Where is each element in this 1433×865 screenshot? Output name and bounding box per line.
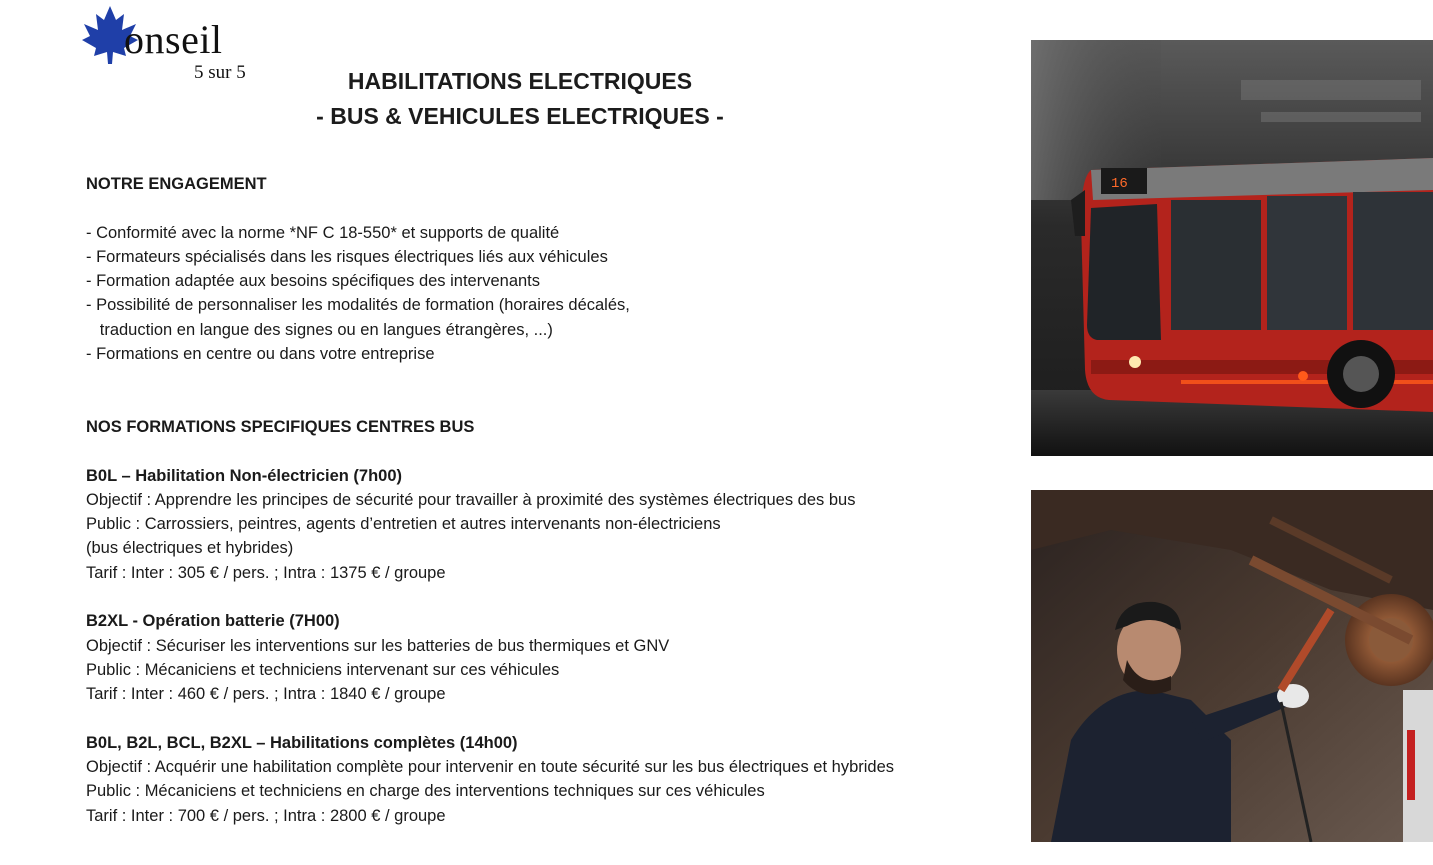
course-line: (bus électriques et hybrides) <box>86 539 294 558</box>
engagement-item: traduction en langue des signes ou en langues étrangères, ...) <box>86 320 553 339</box>
bus-photo <box>1031 40 1433 456</box>
logo <box>80 4 270 84</box>
logo-subtitle: 5 sur 5 <box>194 62 246 83</box>
course-title: B2XL - Opération batterie (7H00) <box>86 612 340 631</box>
engagement-item: - Formation adaptée aux besoins spécifiques des intervenants <box>86 272 541 291</box>
course-line: Objectif : Apprendre les principes de sécurité pour travailler à proximité des systèmes électriques des bus <box>86 490 856 509</box>
formations-heading: NOS FORMATIONS SPECIFIQUES CENTRES BUS <box>86 417 475 436</box>
course-line: Tarif : Inter : 460 € / pers. ; Intra : 1840 € / groupe <box>86 685 446 704</box>
course-line: Public : Mécaniciens et techniciens intervenant sur ces véhicules <box>86 660 560 679</box>
document-body <box>86 172 1021 828</box>
engagement-item: - Formations en centre ou dans votre entreprise <box>86 345 435 364</box>
course-line: Objectif : Sécuriser les interventions sur les batteries de bus thermiques et GNV <box>86 636 670 655</box>
title-line-2: - BUS & VEHICULES ELECTRIQUES - <box>316 103 724 129</box>
course-line: Public : Carrossiers, peintres, agents d’entretien et autres intervenants non-électriciens <box>86 515 721 534</box>
logo-word: onseil <box>124 17 223 62</box>
mechanic-photo <box>1031 490 1433 842</box>
course-line: Objectif : Acquérir une habilitation complète pour intervenir en toute sécurité sur les bus électriques et hybrides <box>86 758 895 777</box>
course-title: B0L, B2L, BCL, B2XL – Habilitations complètes (14h00) <box>86 733 518 752</box>
engagement-heading: NOTRE ENGAGEMENT <box>86 175 267 193</box>
course-line: Tarif : Inter : 305 € / pers. ; Intra : 1375 € / groupe <box>86 563 446 582</box>
engagement-item: - Conformité avec la norme *NF C 18-550* et supports de qualité <box>86 223 560 242</box>
course-line: Tarif : Inter : 700 € / pers. ; Intra : 2800 € / groupe <box>86 806 446 825</box>
course-line: Public : Mécaniciens et techniciens en charge des interventions techniques sur ces véhicules <box>86 782 765 801</box>
page-title <box>250 64 790 134</box>
bus-sign: 16 <box>1111 176 1128 192</box>
title-line-1: HABILITATIONS ELECTRIQUES <box>347 68 693 94</box>
engagement-item: - Formateurs spécialisés dans les risques électriques liés aux véhicules <box>86 247 608 266</box>
engagement-item: - Possibilité de personnaliser les modalités de formation (horaires décalés, <box>86 296 630 315</box>
course-title: B0L – Habilitation Non-électricien (7h00) <box>86 466 403 485</box>
